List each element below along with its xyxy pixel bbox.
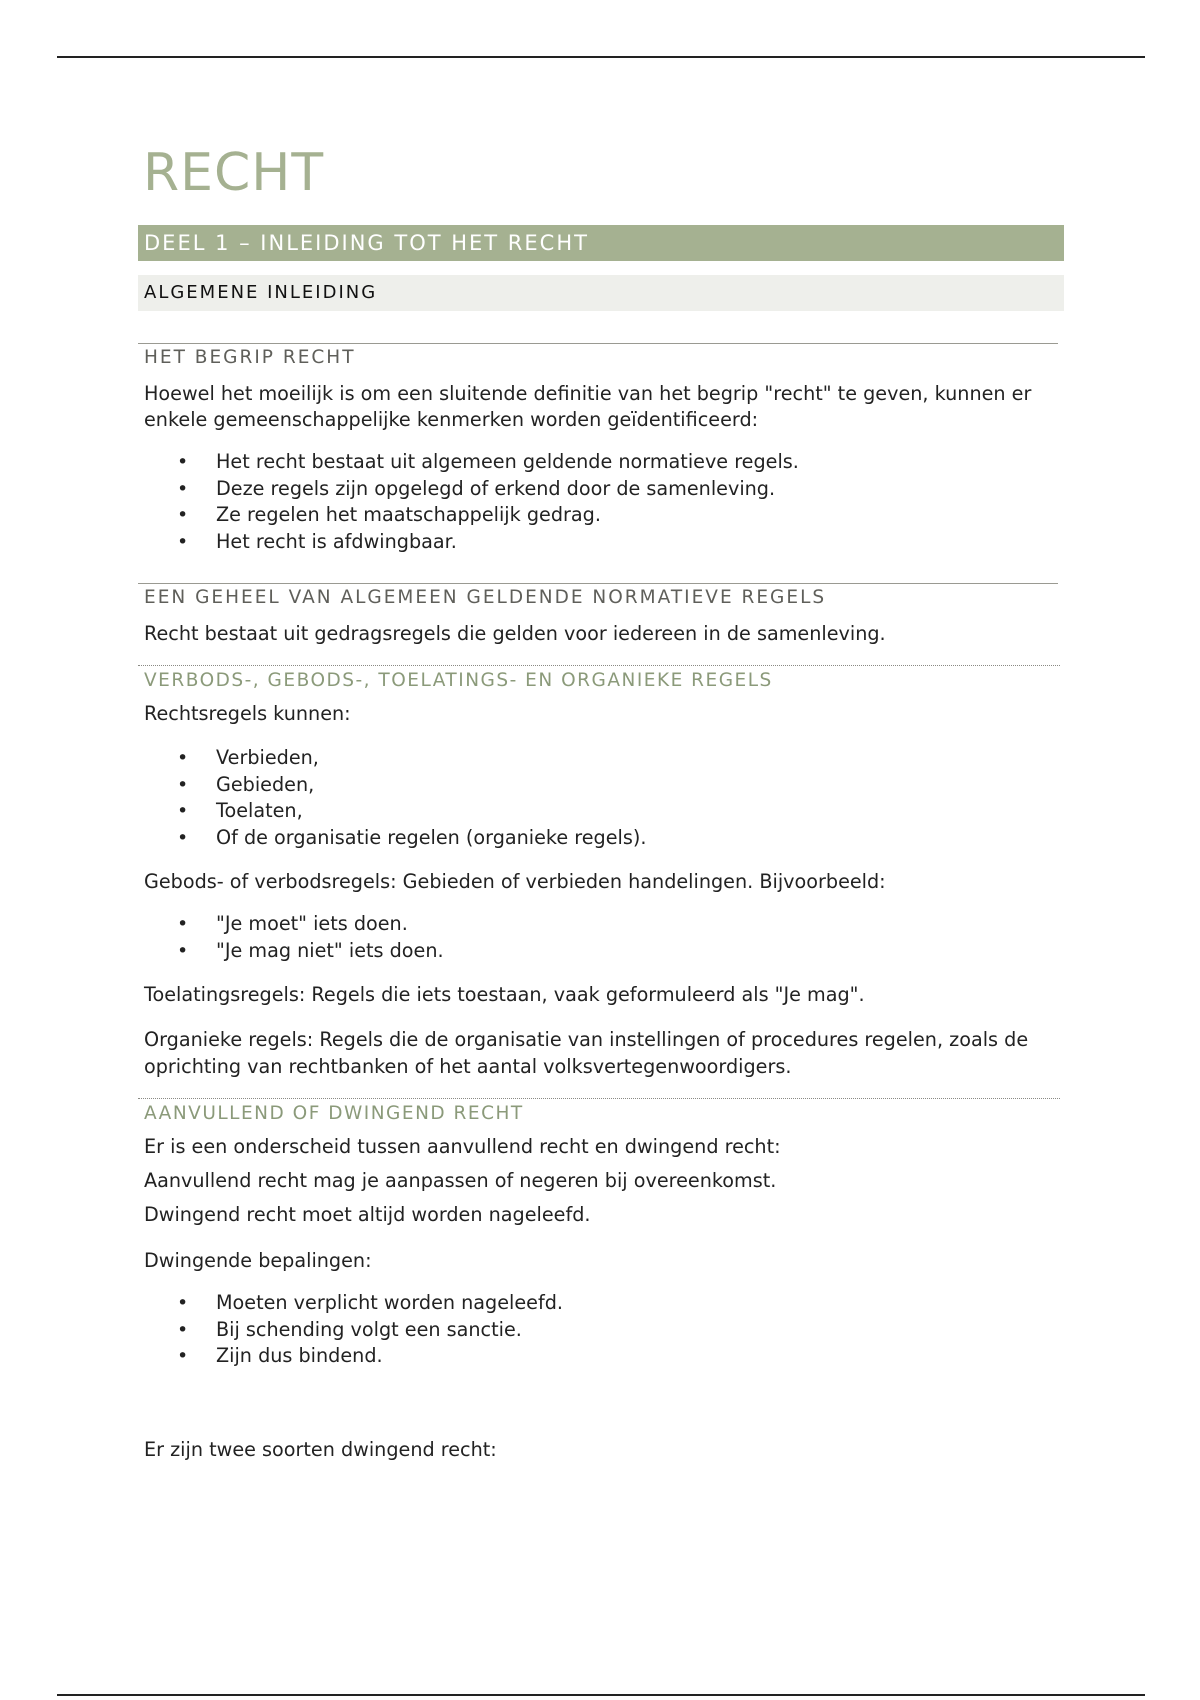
list-item: • Het recht is afdwingbaar. xyxy=(138,529,1064,556)
gebods-paragraph: Gebods- of verbodsregels: Gebieden of verbieden handelingen. Bijvoorbeeld: xyxy=(144,870,886,893)
list-item: • "Je mag niet" iets doen. xyxy=(138,938,1064,965)
list-item: • Deze regels zijn opgelegd of erkend door de samenleving. xyxy=(138,476,1064,503)
chapter-heading: ALGEMENE INLEIDING xyxy=(138,275,1064,311)
page-top-rule xyxy=(57,56,1145,58)
begrip-bullet-list xyxy=(138,449,1064,555)
begrip-intro-paragraph: Hoewel het moeilijk is om een sluitende definitie van het begrip "recht" te geven, kunnen er enkele gemeenschappelijke kenmerken worden geïdentificeerd: xyxy=(144,382,1032,431)
gebods-bullet-list xyxy=(138,911,1064,964)
subsection-heading-aanvullend: AANVULLEND OF DWINGEND RECHT xyxy=(138,1098,1060,1126)
list-item: • Ze regelen het maatschappelijk gedrag. xyxy=(138,502,1064,529)
geheel-paragraph: Recht bestaat uit gedragsregels die gelden voor iedereen in de samenleving. xyxy=(144,622,886,645)
bepalingen-intro-paragraph: Dwingende bepalingen: xyxy=(144,1249,372,1272)
regels-bullet-list xyxy=(138,745,1064,851)
section-heading-geheel: EEN GEHEEL VAN ALGEMEEN GELDENDE NORMATIEVE REGELS xyxy=(138,583,1058,610)
document-title: RECHT xyxy=(143,143,325,203)
soorten-paragraph: Er zijn twee soorten dwingend recht: xyxy=(144,1437,497,1461)
aanvullend-line-2: Aanvullend recht mag je aanpassen of negeren bij overeenkomst. xyxy=(144,1169,777,1192)
list-item: • Zijn dus bindend. xyxy=(138,1343,1064,1370)
aanvullend-line-1: Er is een onderscheid tussen aanvullend recht en dwingend recht: xyxy=(144,1135,781,1158)
section-heading-begrip: HET BEGRIP RECHT xyxy=(138,343,1058,370)
list-item: • Het recht bestaat uit algemeen geldende normatieve regels. xyxy=(138,449,1064,476)
document-body xyxy=(138,138,1064,1463)
list-item: • Moeten verplicht worden nageleefd. xyxy=(138,1290,1064,1317)
organiek-paragraph: Organieke regels: Regels die de organisatie van instellingen of procedures regelen, zoals de oprichting van rechtbanken of het aantal volksvertegenwoordigers. xyxy=(144,1028,1029,1078)
part-heading: DEEL 1 – INLEIDING TOT HET RECHT xyxy=(138,225,1064,261)
page-bottom-rule xyxy=(57,1694,1145,1696)
list-item: • Verbieden, xyxy=(138,745,1064,772)
aanvullend-line-3: Dwingend recht moet altijd worden nageleefd. xyxy=(144,1203,591,1226)
subsection-heading-regels: VERBODS-, GEBODS-, TOELATINGS- EN ORGANIEKE REGELS xyxy=(138,665,1060,693)
list-item: • Bij schending volgt een sanctie. xyxy=(138,1317,1064,1344)
list-item: • Of de organisatie regelen (organieke regels). xyxy=(138,825,1064,852)
bepalingen-bullet-list xyxy=(138,1290,1064,1370)
list-item: • Gebieden, xyxy=(138,772,1064,799)
toelating-paragraph: Toelatingsregels: Regels die iets toestaan, vaak geformuleerd als "Je mag". xyxy=(144,983,865,1006)
regels-intro-paragraph: Rechtsregels kunnen: xyxy=(144,702,351,725)
list-item: • "Je moet" iets doen. xyxy=(138,911,1064,938)
list-item: • Toelaten, xyxy=(138,798,1064,825)
